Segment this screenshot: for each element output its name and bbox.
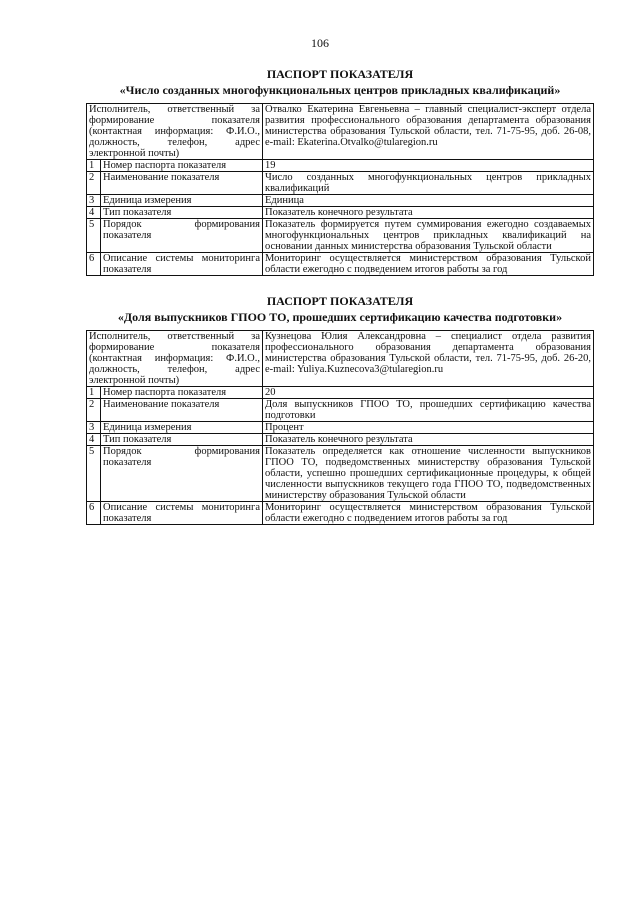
row-number: 5 bbox=[87, 446, 101, 502]
row-number: 3 bbox=[87, 195, 101, 207]
passport-subtitle: «Доля выпускников ГПОО ТО, прошедших сертификацию качества подготовки» bbox=[117, 310, 563, 324]
table-row bbox=[87, 195, 594, 207]
row-number: 1 bbox=[87, 387, 101, 399]
passport-subtitle: «Число созданных многофункциональных центров прикладных квалификаций» bbox=[119, 83, 561, 97]
row-label: Единица измерения bbox=[101, 422, 263, 434]
executor-label: Исполнитель, ответственный за формирование показателя (контактная информация: Ф.И.О., должность, телефон, адрес электронной почты) bbox=[87, 331, 263, 387]
row-label: Наименование показателя bbox=[101, 172, 263, 195]
row-number: 1 bbox=[87, 160, 101, 172]
row-number: 2 bbox=[87, 172, 101, 195]
row-number: 3 bbox=[87, 422, 101, 434]
row-number: 6 bbox=[87, 502, 101, 525]
page-number: 106 bbox=[311, 36, 329, 50]
row-label: Номер паспорта показателя bbox=[101, 387, 263, 399]
row-label: Наименование показателя bbox=[101, 399, 263, 422]
row-value: Число созданных многофункциональных центров прикладных квалификаций bbox=[263, 172, 594, 195]
row-label: Тип показателя bbox=[101, 207, 263, 219]
passport-heading: ПАСПОРТ ПОКАЗАТЕЛЯ bbox=[266, 294, 414, 308]
row-value: Показатель определяется как отношение численности выпускников ГПОО ТО, подведомственных министерству образования Тульской области, успешно прошедших сертификационные процедуры, к общей численности выпускников текущего года ГПОО ТО, подведомственных министерству образования Тульской области bbox=[263, 446, 594, 502]
table-row bbox=[87, 219, 594, 253]
row-number: 6 bbox=[87, 253, 101, 276]
row-value: Показатель конечного результата bbox=[263, 207, 594, 219]
row-value: 19 bbox=[263, 160, 594, 172]
row-value: Мониторинг осуществляется министерством образования Тульской области ежегодно с подведением итогов работы за год bbox=[263, 253, 594, 276]
row-value: 20 bbox=[263, 387, 594, 399]
row-label: Порядок формирования показателя bbox=[101, 446, 263, 502]
passport-table bbox=[86, 330, 594, 525]
executor-value: Отвалко Екатерина Евгеньевна – главный специалист-эксперт отдела развития профессионального образования департамента образования министерства образования Тульской области, тел. 71-75-95, доб. 26-08, e-mail: Ekaterina.Otvalko@tularegion.ru bbox=[263, 104, 594, 160]
passport-heading: ПАСПОРТ ПОКАЗАТЕЛЯ bbox=[266, 67, 414, 81]
table-row bbox=[87, 104, 594, 160]
row-label: Порядок формирования показателя bbox=[101, 219, 263, 253]
table-row bbox=[87, 422, 594, 434]
table-row bbox=[87, 172, 594, 195]
row-number: 2 bbox=[87, 399, 101, 422]
row-label: Описание системы мониторинга показателя bbox=[101, 502, 263, 525]
row-label: Тип показателя bbox=[101, 434, 263, 446]
row-value: Доля выпускников ГПОО ТО, прошедших сертификацию качества подготовки bbox=[263, 399, 594, 422]
table-row bbox=[87, 253, 594, 276]
row-number: 4 bbox=[87, 207, 101, 219]
table-row bbox=[87, 160, 594, 172]
table-row bbox=[87, 387, 594, 399]
executor-label: Исполнитель, ответственный за формирование показателя (контактная информация: Ф.И.О., должность, телефон, адрес электронной почты) bbox=[87, 104, 263, 160]
row-number: 5 bbox=[87, 219, 101, 253]
indicator-passport-1 bbox=[86, 68, 594, 276]
row-value: Показатель конечного результата bbox=[263, 434, 594, 446]
indicator-passport-2 bbox=[86, 295, 594, 525]
row-value: Мониторинг осуществляется министерством образования Тульской области ежегодно с подведением итогов работы за год bbox=[263, 502, 594, 525]
row-label: Номер паспорта показателя bbox=[101, 160, 263, 172]
table-row bbox=[87, 434, 594, 446]
row-value: Единица bbox=[263, 195, 594, 207]
passport-table bbox=[86, 103, 594, 276]
table-row bbox=[87, 331, 594, 387]
row-number: 4 bbox=[87, 434, 101, 446]
table-row bbox=[87, 446, 594, 502]
row-value: Показатель формируется путем суммирования ежегодно создаваемых многофункциональных центров прикладных квалификаций на основании данных министерства образования Тульской области bbox=[263, 219, 594, 253]
row-label: Описание системы мониторинга показателя bbox=[101, 253, 263, 276]
table-row bbox=[87, 207, 594, 219]
table-row bbox=[87, 399, 594, 422]
executor-value: Кузнецова Юлия Александровна – специалист отдела развития профессионального образования департамента образования министерства образования Тульской области, тел. 71-75-95, доб. 26-20, e-mail: Yuliya.Kuznecova3@tularegion.ru bbox=[263, 331, 594, 387]
row-value: Процент bbox=[263, 422, 594, 434]
row-label: Единица измерения bbox=[101, 195, 263, 207]
table-row bbox=[87, 502, 594, 525]
